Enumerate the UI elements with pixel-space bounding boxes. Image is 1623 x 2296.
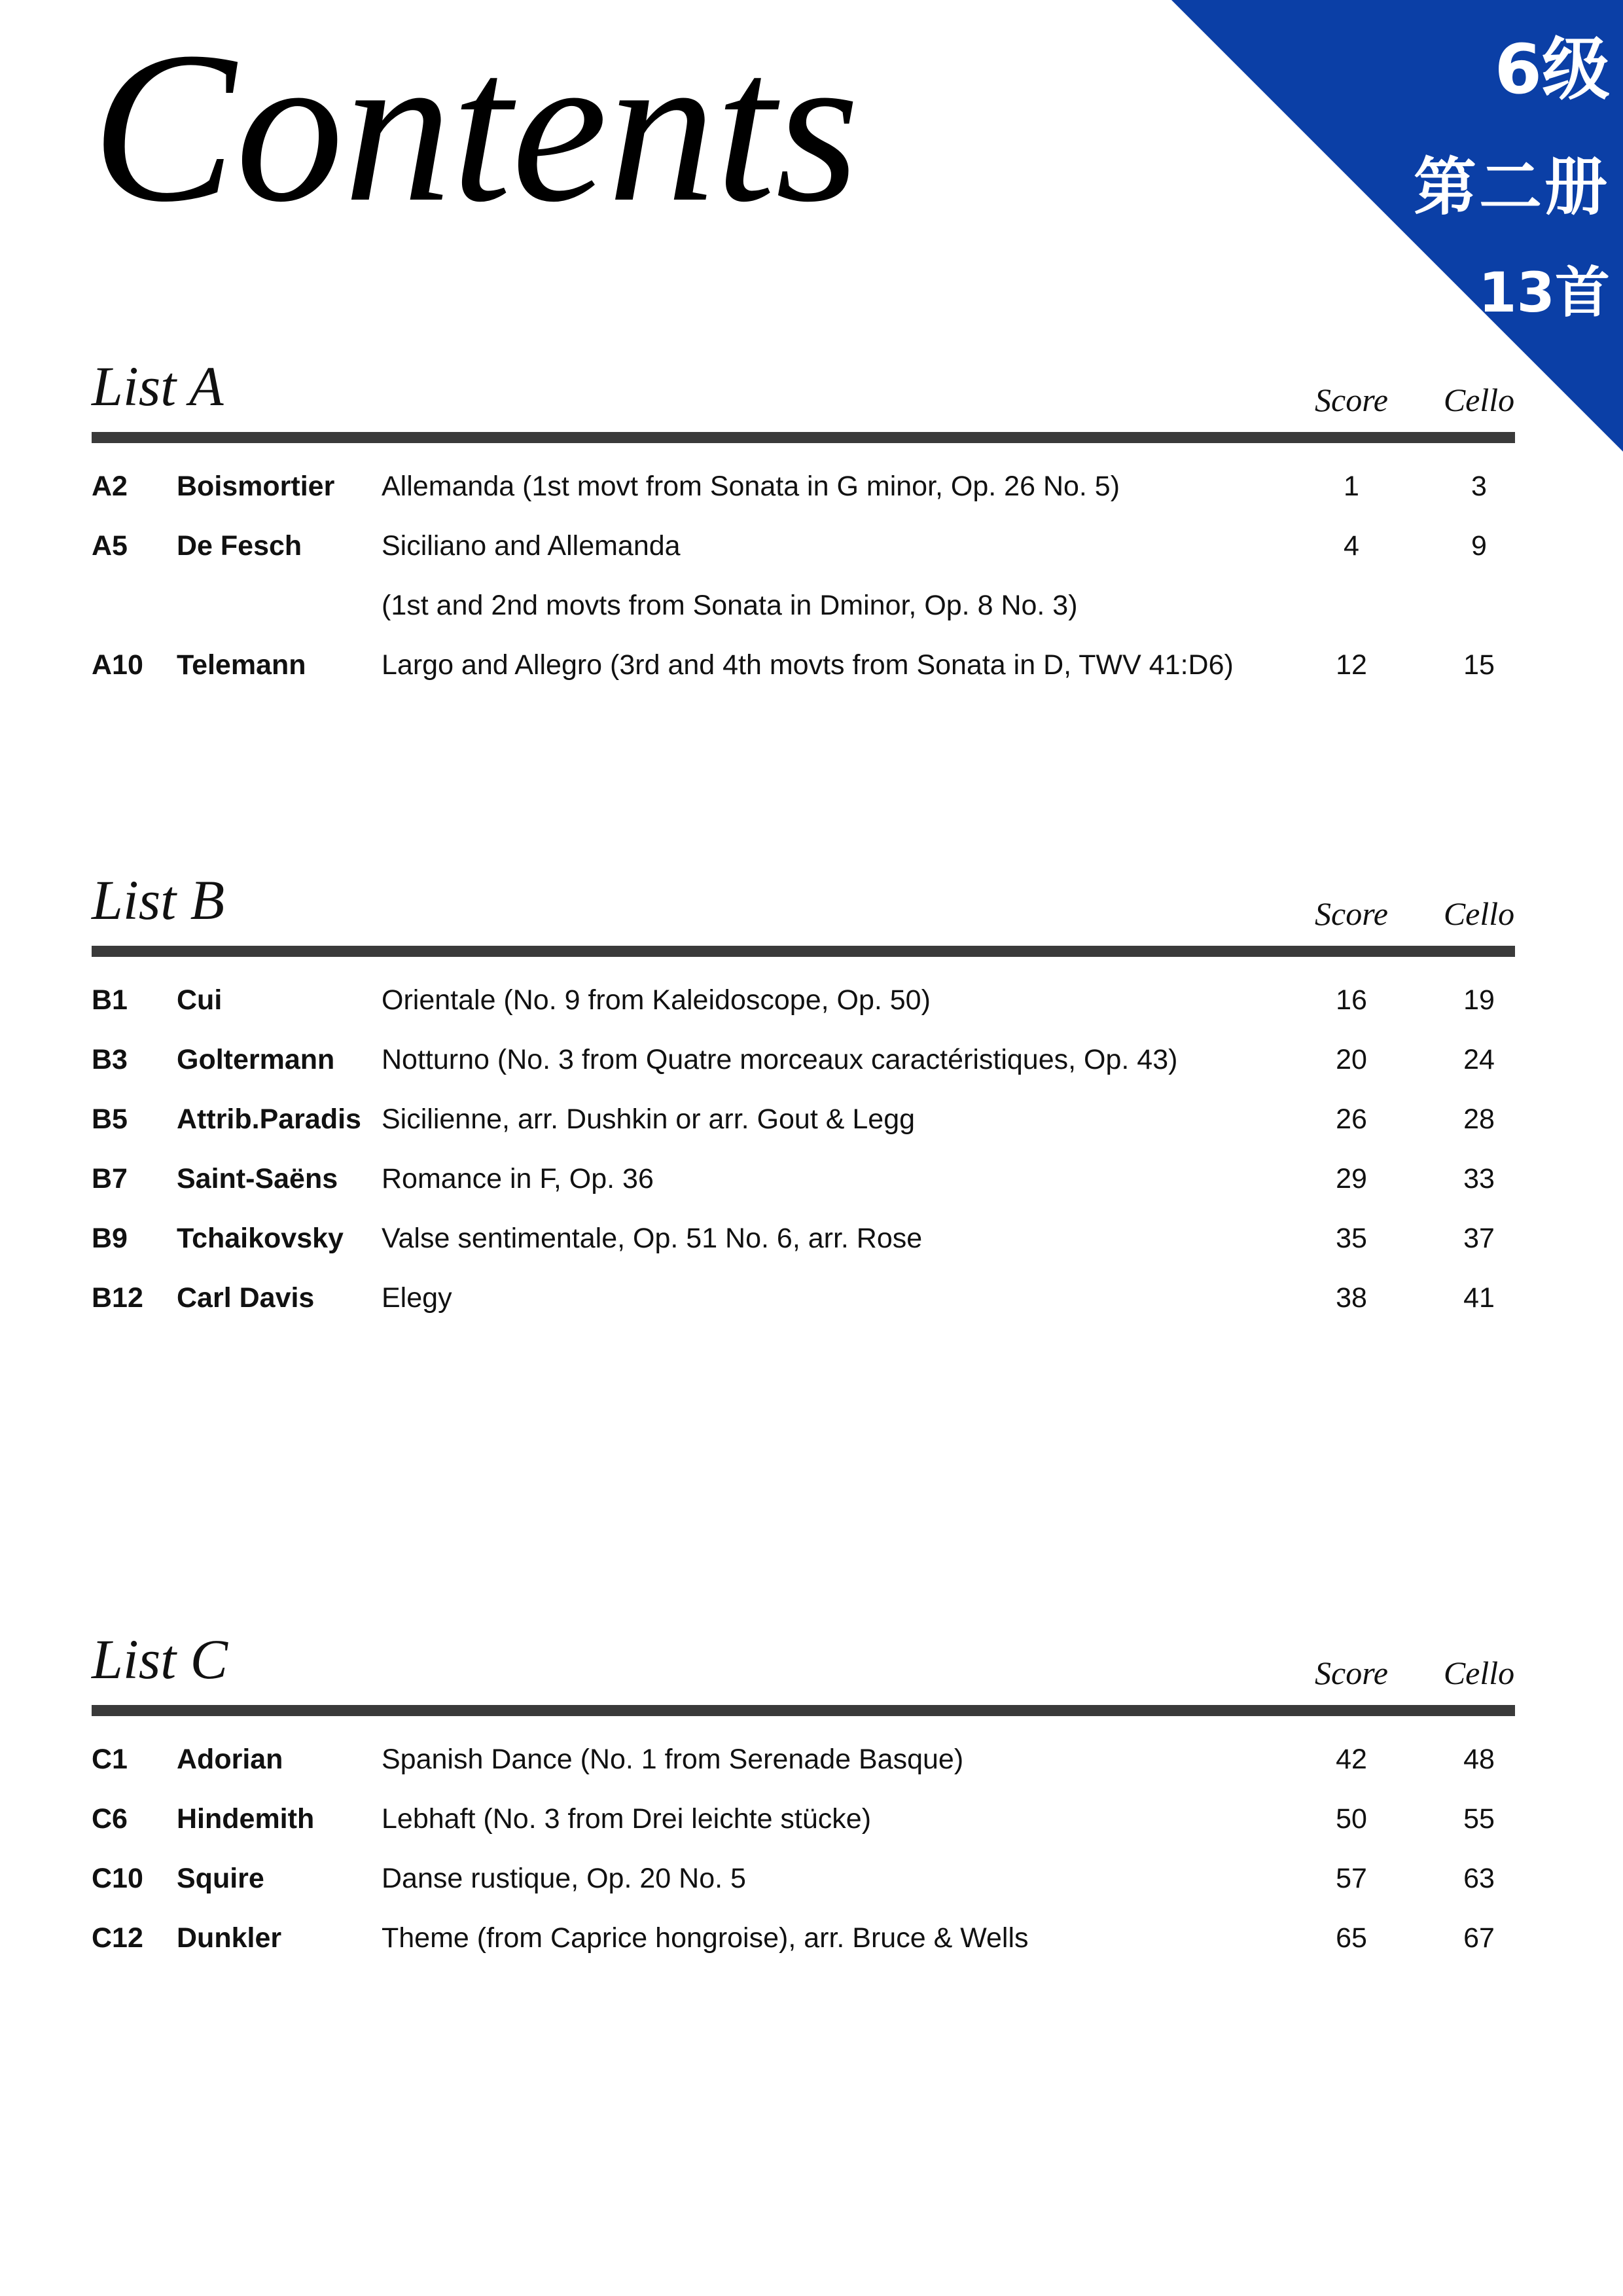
piece-composer: Dunkler — [177, 1922, 282, 1954]
list-header — [92, 1626, 1515, 1705]
cello-page: 28 — [1463, 1103, 1495, 1135]
score-page: 20 — [1336, 1044, 1367, 1075]
piece-title: Notturno (No. 3 from Quatre morceaux caractéristiques, Op. 43) — [382, 1044, 1178, 1075]
piece-composer: Squire — [177, 1863, 264, 1894]
piece-composer: Carl Davis — [177, 1282, 315, 1314]
score-page: 42 — [1336, 1744, 1367, 1775]
piece-id: B1 — [92, 984, 128, 1016]
piece-id: A10 — [92, 649, 143, 681]
cello-column-header: Cello — [1443, 895, 1515, 932]
score-page: 57 — [1336, 1863, 1367, 1894]
piece-row-continuation — [92, 586, 1515, 645]
piece-list — [92, 980, 1515, 1338]
score-page: 50 — [1336, 1803, 1367, 1835]
piece-title: Theme (from Caprice hongroise), arr. Bruce & Wells — [382, 1922, 1029, 1954]
list-title: List B — [92, 869, 225, 931]
piece-composer: De Fesch — [177, 530, 302, 562]
piece-composer: Telemann — [177, 649, 306, 681]
score-page: 12 — [1336, 649, 1367, 681]
piece-row[interactable] — [92, 1219, 1515, 1278]
cello-page: 37 — [1463, 1223, 1495, 1254]
cello-page: 48 — [1463, 1744, 1495, 1775]
piece-row[interactable] — [92, 1040, 1515, 1100]
piece-composer: Adorian — [177, 1744, 283, 1775]
score-column-header: Score — [1315, 1655, 1388, 1691]
piece-title: Valse sentimentale, Op. 51 No. 6, arr. Rose — [382, 1223, 923, 1254]
banner-grade: 6级 — [1494, 29, 1610, 109]
piece-row[interactable] — [92, 1918, 1515, 1978]
banner-book: 第二册 — [1414, 151, 1610, 224]
page-title: Contents — [92, 8, 860, 247]
score-page: 65 — [1336, 1922, 1367, 1954]
list-title: List A — [92, 355, 224, 418]
piece-row[interactable] — [92, 1100, 1515, 1159]
piece-title: Sicilienne, arr. Dushkin or arr. Gout & Legg — [382, 1103, 916, 1135]
piece-row[interactable] — [92, 980, 1515, 1040]
piece-composer: Hindemith — [177, 1803, 315, 1835]
score-page: 38 — [1336, 1282, 1367, 1314]
cello-column-header: Cello — [1443, 1655, 1515, 1691]
piece-title: Spanish Dance (No. 1 from Serenade Basque) — [382, 1744, 964, 1775]
piece-composer: Attrib.Paradis — [177, 1103, 361, 1135]
cello-page: 41 — [1463, 1282, 1495, 1314]
section-divider — [92, 946, 1515, 957]
piece-row[interactable] — [92, 526, 1515, 586]
list-a-section — [92, 353, 1515, 705]
piece-row[interactable] — [92, 1278, 1515, 1338]
score-page: 35 — [1336, 1223, 1367, 1254]
score-column-header: Score — [1315, 895, 1388, 932]
piece-title: (1st and 2nd movts from Sonata in Dminor, Op. 8 No. 3) — [382, 590, 1078, 621]
score-page: 26 — [1336, 1103, 1367, 1135]
piece-id: A5 — [92, 530, 128, 562]
piece-row[interactable] — [92, 645, 1515, 705]
piece-composer: Cui — [177, 984, 223, 1016]
piece-id: B12 — [92, 1282, 143, 1314]
piece-title: Siciliano and Allemanda — [382, 530, 681, 562]
score-page: 1 — [1344, 471, 1359, 502]
piece-id: C12 — [92, 1922, 143, 1954]
cello-page: 63 — [1463, 1863, 1495, 1894]
list-header — [92, 867, 1515, 946]
piece-title: Allemanda (1st movt from Sonata in G minor, Op. 26 No. 5) — [382, 471, 1120, 502]
piece-id: B5 — [92, 1103, 128, 1135]
score-page: 4 — [1344, 530, 1359, 562]
piece-row[interactable] — [92, 1799, 1515, 1859]
piece-title: Lebhaft (No. 3 from Drei leichte stücke) — [382, 1803, 872, 1835]
piece-row[interactable] — [92, 1159, 1515, 1219]
banner-piece-count: 13首 — [1478, 260, 1610, 325]
score-page: 16 — [1336, 984, 1367, 1016]
piece-row[interactable] — [92, 467, 1515, 526]
piece-title: Orientale (No. 9 from Kaleidoscope, Op. 50) — [382, 984, 931, 1016]
piece-id: B7 — [92, 1163, 128, 1194]
cello-page: 67 — [1463, 1922, 1495, 1954]
piece-composer: Tchaikovsky — [177, 1223, 344, 1254]
cello-page: 15 — [1463, 649, 1495, 681]
piece-composer: Goltermann — [177, 1044, 335, 1075]
piece-list — [92, 467, 1515, 705]
list-c-section — [92, 1626, 1515, 1978]
score-column-header: Score — [1315, 382, 1388, 418]
section-divider — [92, 432, 1515, 443]
piece-id: C1 — [92, 1744, 128, 1775]
piece-id: A2 — [92, 471, 128, 502]
piece-id: B9 — [92, 1223, 128, 1254]
cello-column-header: Cello — [1443, 382, 1515, 418]
list-b-section — [92, 867, 1515, 1338]
piece-title: Largo and Allegro (3rd and 4th movts from Sonata in D, TWV 41:D6) — [382, 649, 1234, 681]
piece-title: Romance in F, Op. 36 — [382, 1163, 654, 1194]
piece-title: Danse rustique, Op. 20 No. 5 — [382, 1863, 746, 1894]
section-divider — [92, 1705, 1515, 1716]
list-title: List C — [92, 1628, 228, 1691]
piece-title: Elegy — [382, 1282, 452, 1314]
piece-id: C10 — [92, 1863, 143, 1894]
cello-page: 9 — [1471, 530, 1487, 562]
piece-composer: Saint-Saëns — [177, 1163, 338, 1194]
list-header — [92, 353, 1515, 432]
cello-page: 3 — [1471, 471, 1487, 502]
piece-id: B3 — [92, 1044, 128, 1075]
cello-page: 24 — [1463, 1044, 1495, 1075]
piece-id: C6 — [92, 1803, 128, 1835]
cello-page: 55 — [1463, 1803, 1495, 1835]
cello-page: 19 — [1463, 984, 1495, 1016]
score-page: 29 — [1336, 1163, 1367, 1194]
cello-page: 33 — [1463, 1163, 1495, 1194]
piece-row[interactable] — [92, 1859, 1515, 1918]
piece-list — [92, 1740, 1515, 1978]
piece-row[interactable] — [92, 1740, 1515, 1799]
piece-composer: Boismortier — [177, 471, 335, 502]
